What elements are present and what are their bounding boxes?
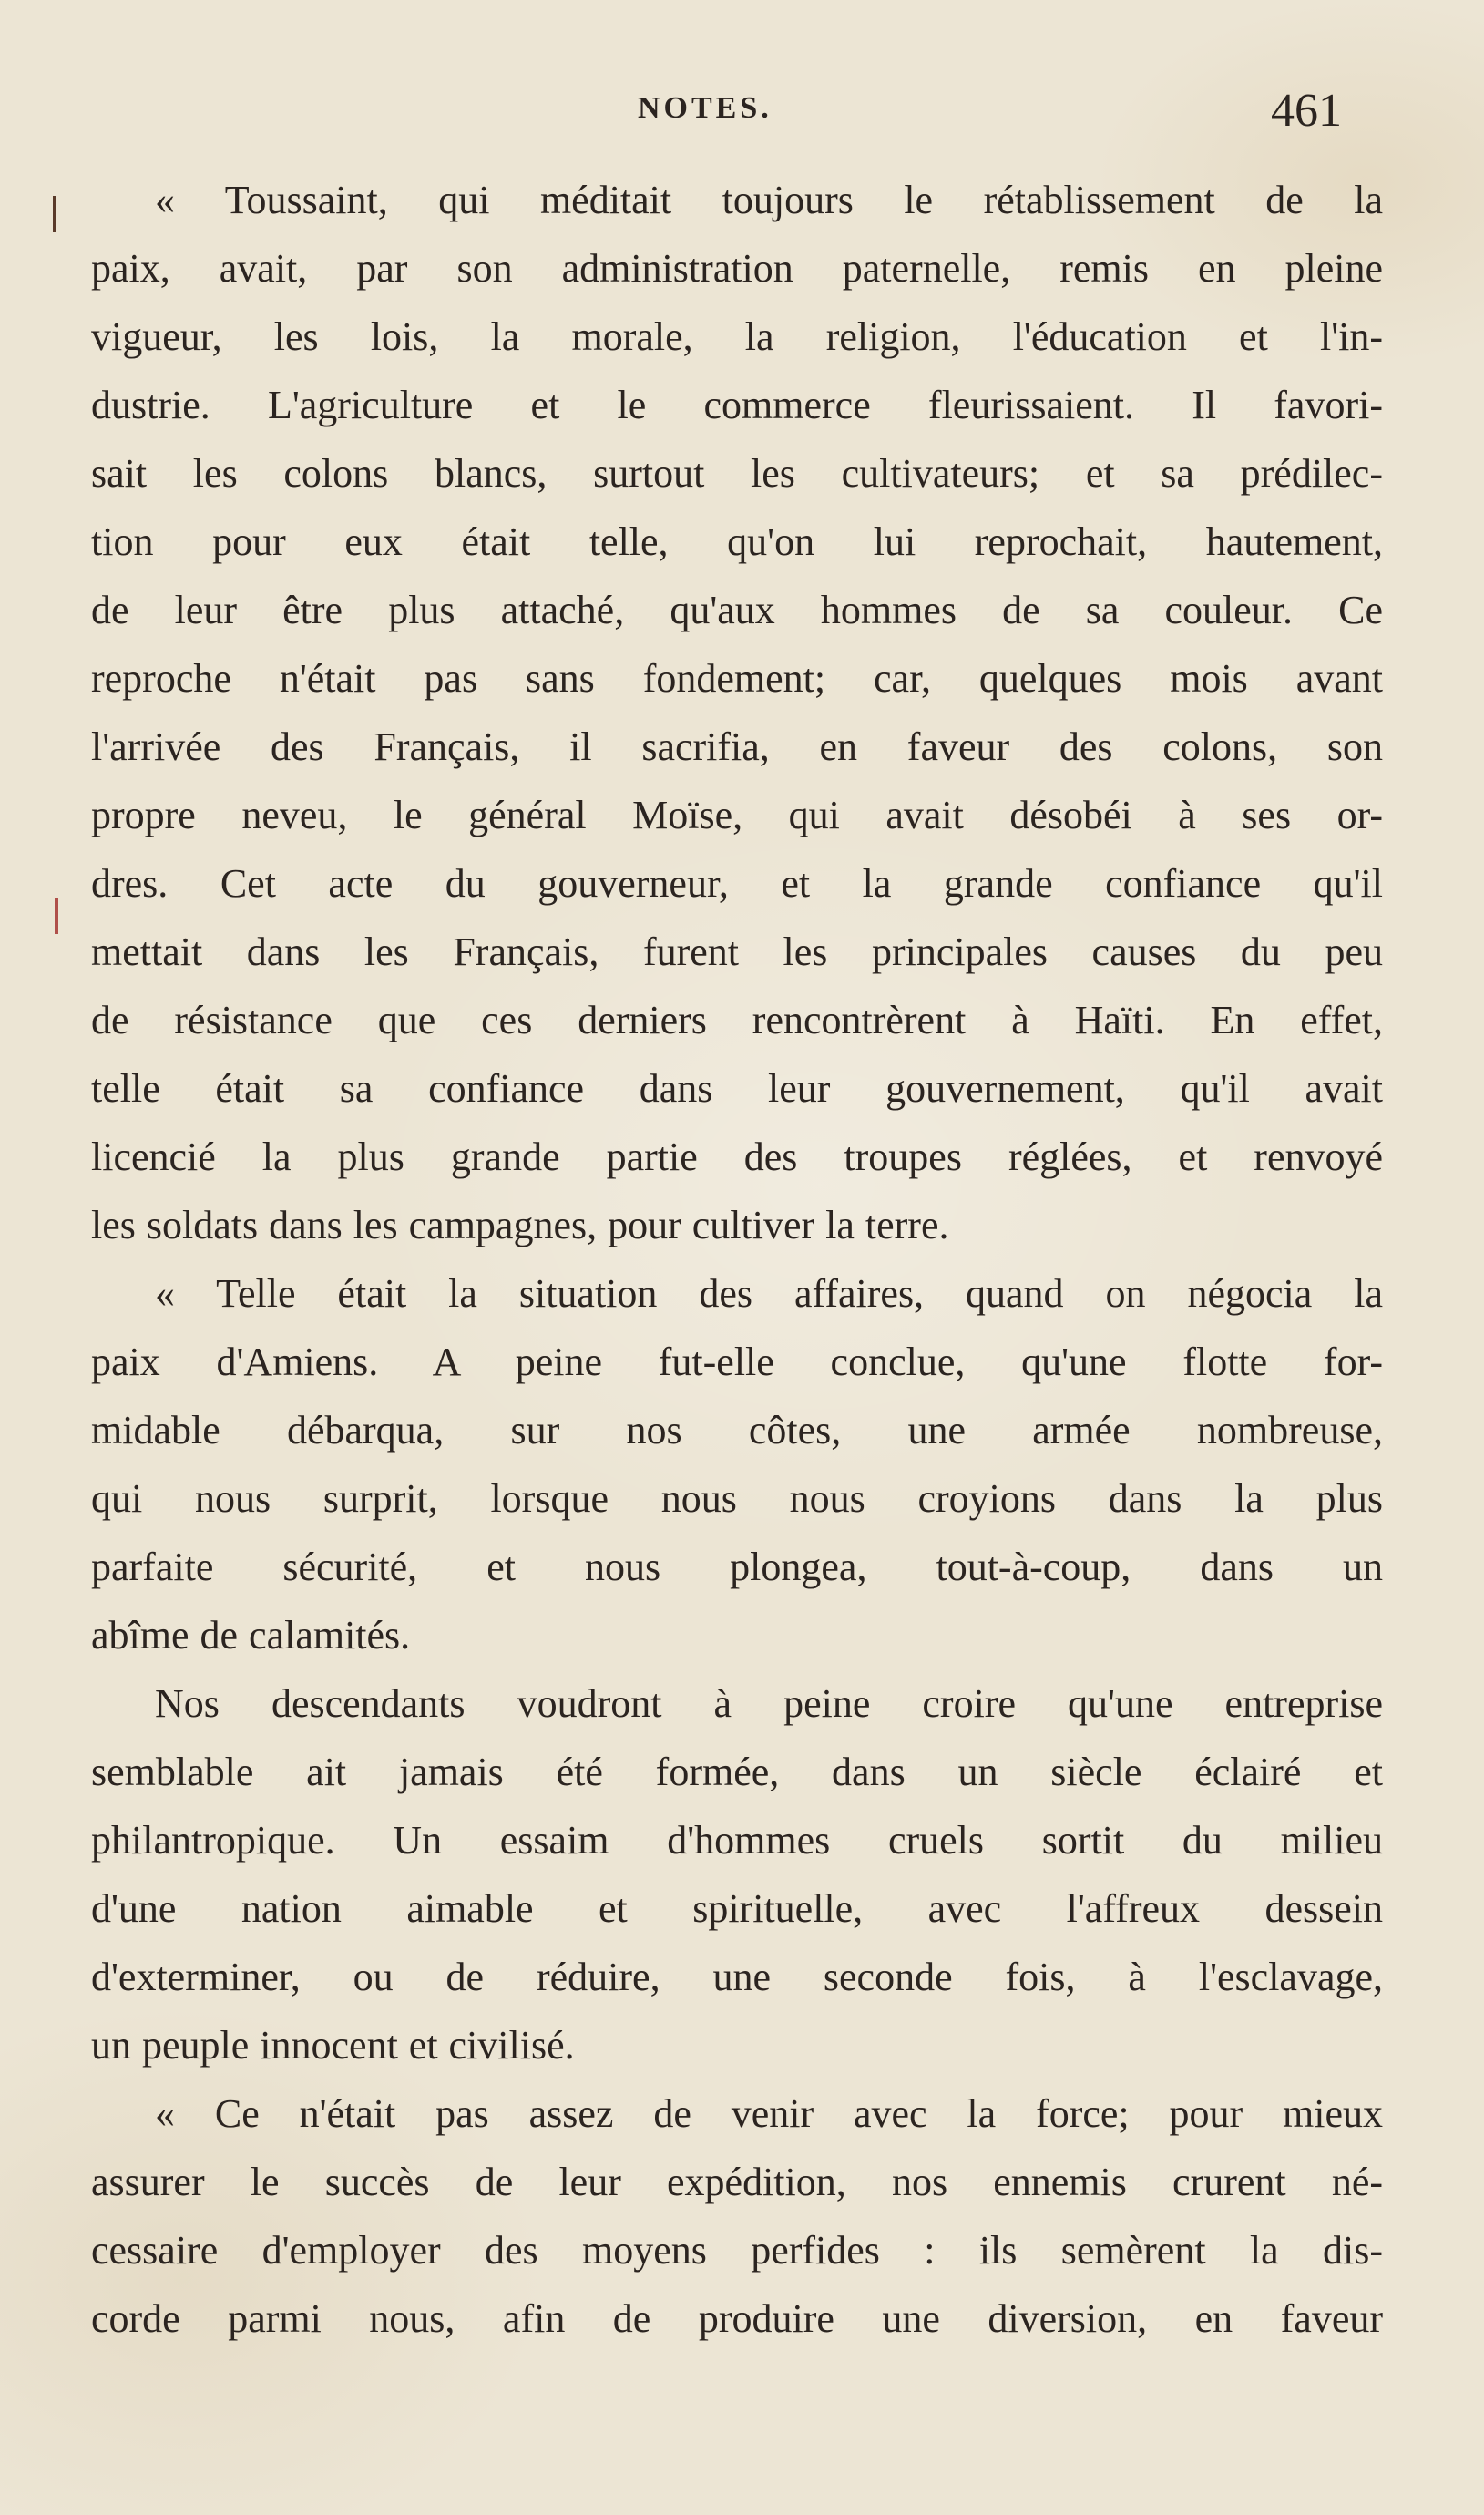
text-line: telle était sa confiance dans leur gouvernement, qu'il avait: [91, 1066, 1383, 1111]
text-line: de résistance que ces derniers rencontrèrent à Haïti. En effet,: [91, 998, 1383, 1042]
text-line: tion pour eux était telle, qu'on lui reprochait, hautement,: [91, 519, 1383, 564]
margin-mark-red: [55, 898, 58, 934]
text-line: vigueur, les lois, la morale, la religion, l'éducation et l'in-: [91, 314, 1383, 359]
text-line: un peuple innocent et civilisé.: [91, 2023, 575, 2068]
margin-mark: [53, 196, 56, 232]
text-line: licencié la plus grande partie des troupes réglées, et renvoyé: [91, 1134, 1383, 1179]
text-line: d'exterminer, ou de réduire, une seconde fois, à l'esclavage,: [91, 1955, 1383, 1999]
page-number: 461: [1271, 85, 1342, 137]
text-line: propre neveu, le général Moïse, qui avait désobéi à ses or-: [91, 793, 1383, 837]
page-header: [0, 84, 1484, 139]
text-line: cessaire d'employer des moyens perfides : ils semèrent la dis-: [91, 2228, 1383, 2273]
text-line: qui nous surprit, lorsque nous nous croyions dans la plus: [91, 1476, 1383, 1521]
text-line: « Telle était la situation des affaires, quand on négocia la: [155, 1271, 1383, 1316]
text-line: sait les colons blancs, surtout les cultivateurs; et sa prédilec-: [91, 451, 1383, 496]
text-line: paix d'Amiens. A peine fut-elle conclue, qu'une flotte for-: [91, 1340, 1383, 1384]
text-line: « Ce n'était pas assez de venir avec la force; pour mieux: [155, 2091, 1383, 2136]
text-line: assurer le succès de leur expédition, nos ennemis crurent né-: [91, 2160, 1383, 2204]
text-line: les soldats dans les campagnes, pour cultiver la terre.: [91, 1203, 949, 1247]
running-title: NOTES.: [638, 91, 773, 125]
text-line: reproche n'était pas sans fondement; car, quelques mois avant: [91, 656, 1383, 701]
text-line: dres. Cet acte du gouverneur, et la grande confiance qu'il: [91, 861, 1383, 906]
text-line: corde parmi nous, afin de produire une diversion, en faveur: [91, 2296, 1383, 2341]
text-line: semblable ait jamais été formée, dans un siècle éclairé et: [91, 1750, 1383, 1794]
text-line: de leur être plus attaché, qu'aux hommes de sa couleur. Ce: [91, 588, 1383, 632]
text-line: l'arrivée des Français, il sacrifia, en faveur des colons, son: [91, 724, 1383, 769]
text-line: philantropique. Un essaim d'hommes cruels sortit du milieu: [91, 1818, 1383, 1863]
text-line: « Toussaint, qui méditait toujours le rétablissement de la: [155, 178, 1383, 222]
text-line: d'une nation aimable et spirituelle, avec l'affreux dessein: [91, 1886, 1383, 1931]
text-line: abîme de calamités.: [91, 1613, 411, 1658]
text-line: Nos descendants voudront à peine croire qu'une entreprise: [155, 1681, 1383, 1726]
text-line: mettait dans les Français, furent les principales causes du peu: [91, 929, 1383, 974]
text-line: parfaite sécurité, et nous plongea, tout-à-coup, dans un: [91, 1545, 1383, 1589]
text-line: paix, avait, par son administration paternelle, remis en pleine: [91, 246, 1383, 291]
text-line: dustrie. L'agriculture et le commerce fleurissaient. Il favori-: [91, 383, 1383, 427]
text-line: midable débarqua, sur nos côtes, une armée nombreuse,: [91, 1408, 1383, 1453]
